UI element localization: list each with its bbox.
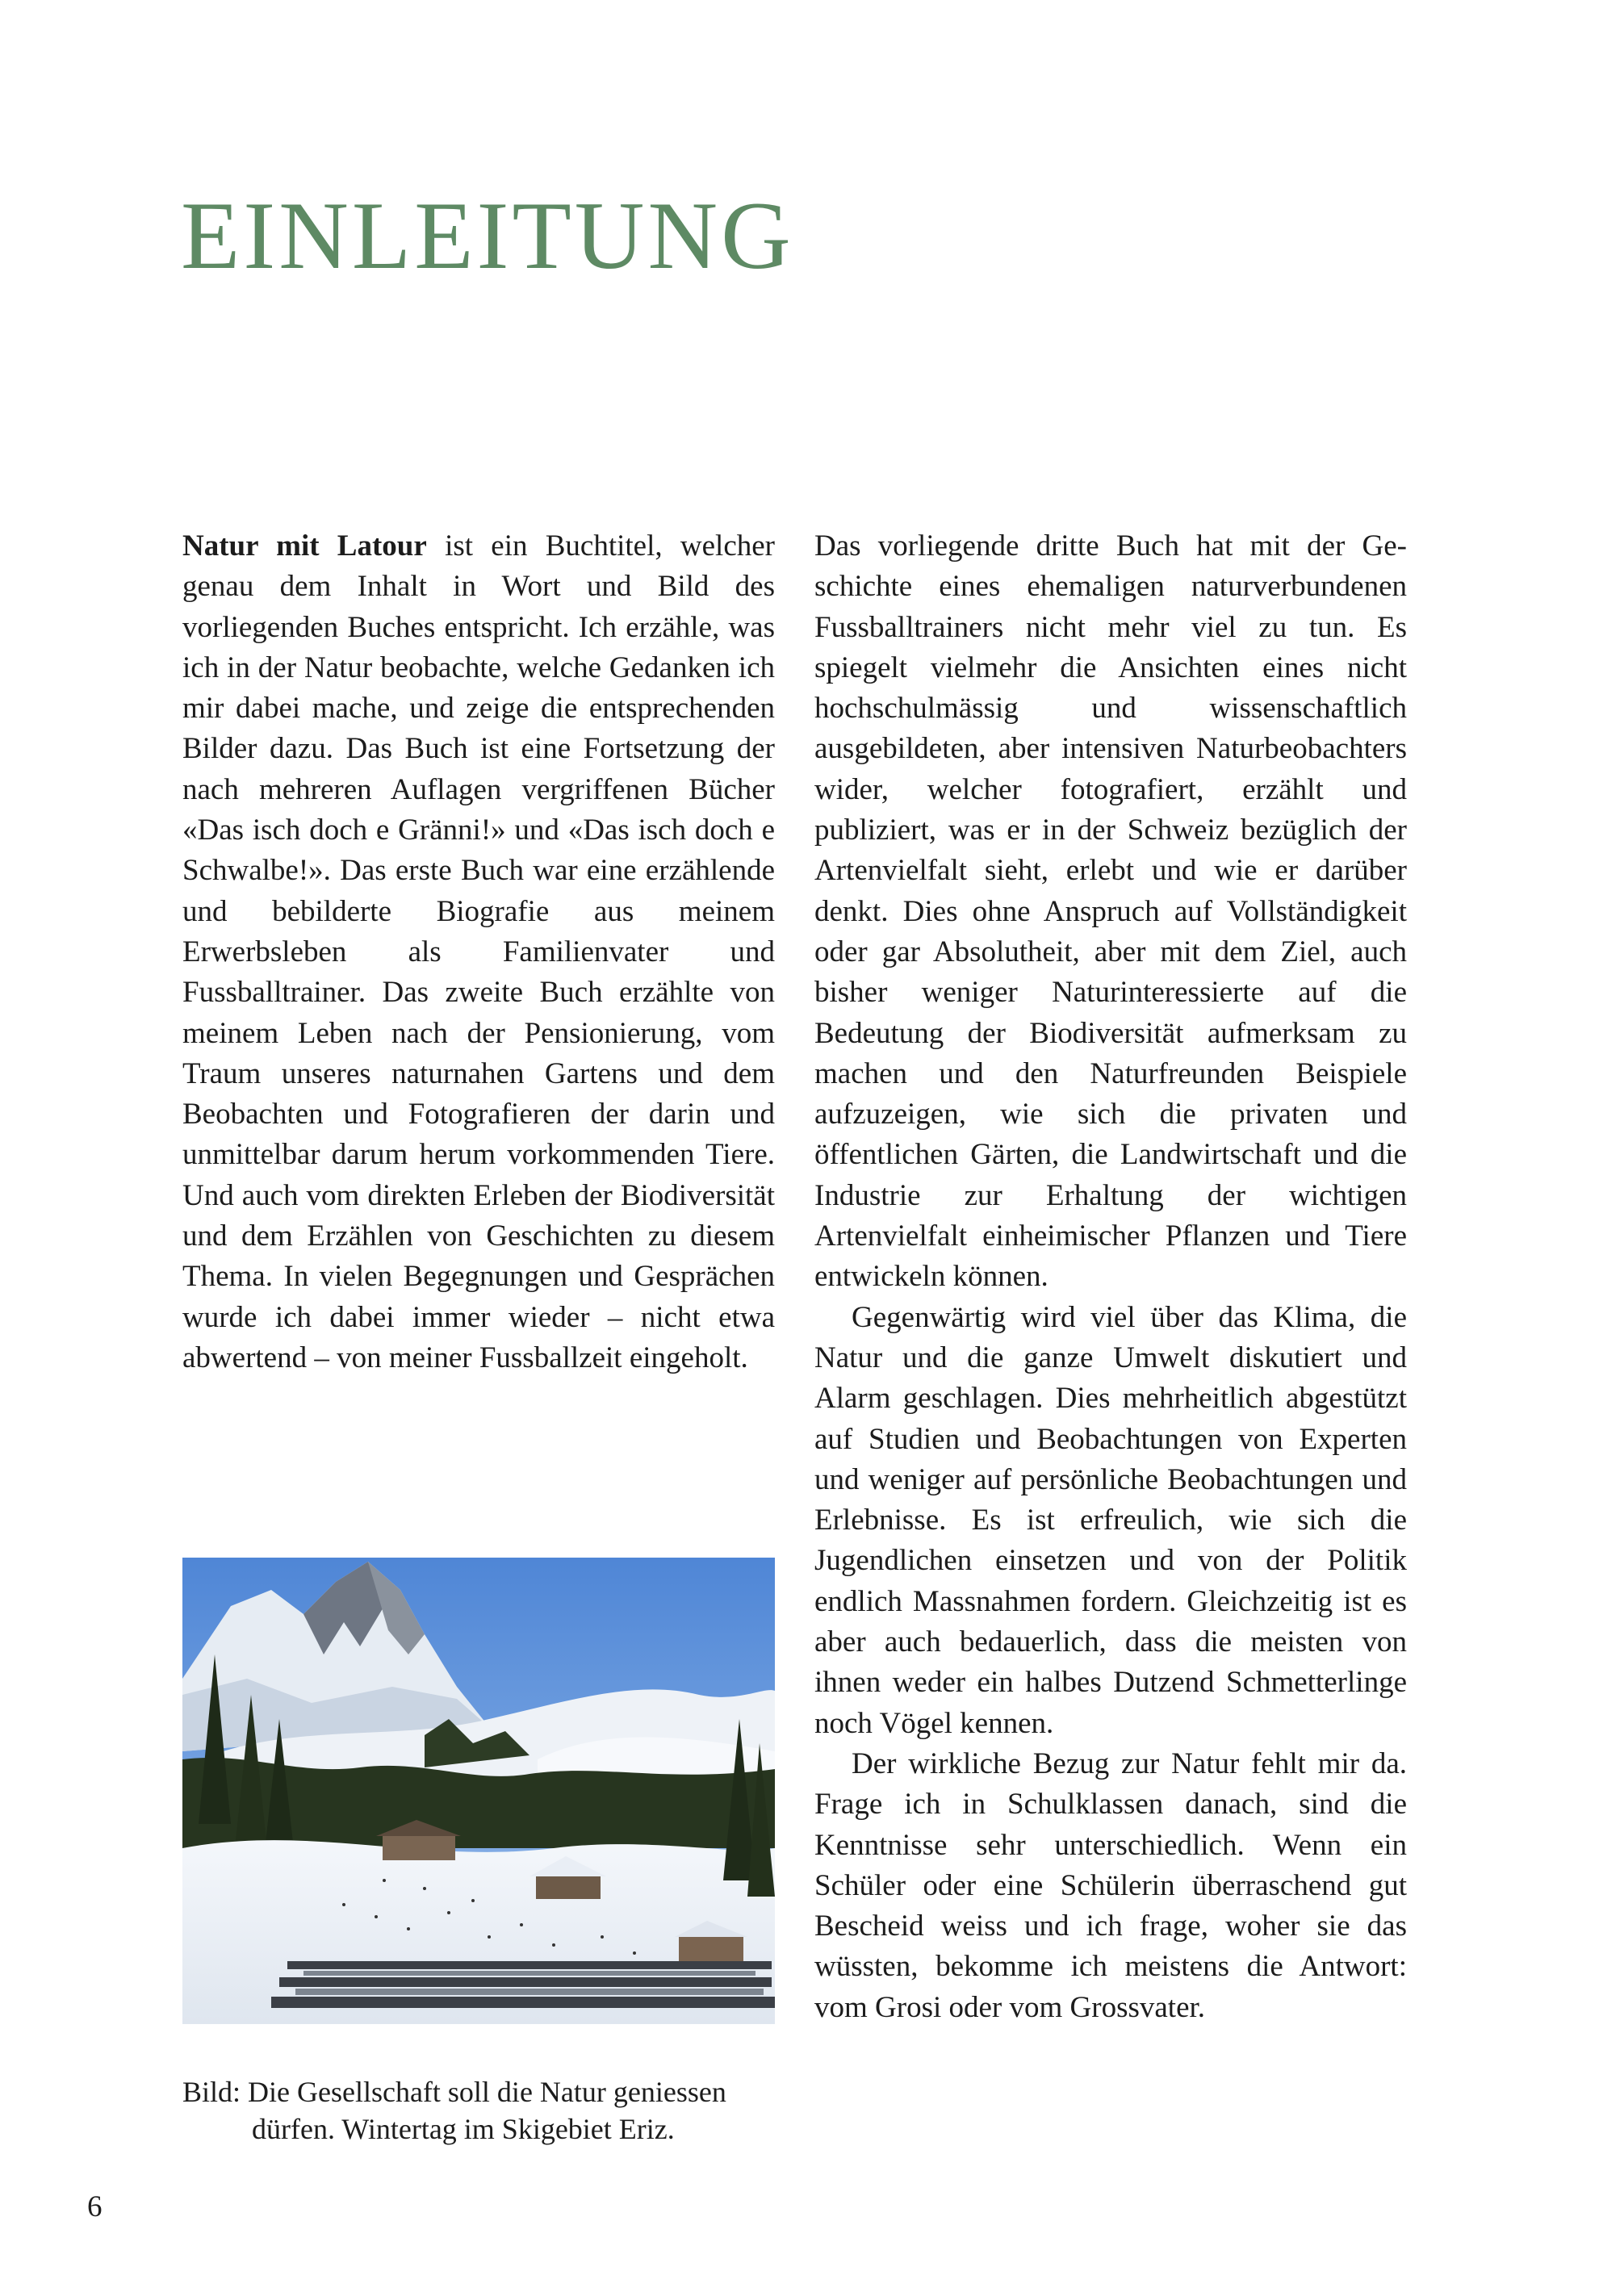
left-column (182, 526, 775, 1378)
right-column (814, 526, 1407, 2028)
paragraph-3: Der wirkliche Bezug zur Natur fehlt mir da. Frage ich in Schulklassen danach, sind die Kenntnisse sehr unterschiedlich. Wenn ein Schüler oder eine Schülerin überraschend gut Bescheid weiss und ich frage, woher sie das wüssten, bekomme ich meistens die Antwort: vom Grosi oder vom Grossvater. (814, 1746, 1407, 2024)
ski-area-photo (182, 1558, 775, 2024)
paragraph-2: Gegenwärtig wird viel über das Klima, die Natur und die ganze Umwelt diskutiert und Alarm geschlagen. Dies mehrheitlich abgestützt auf Studien und Beobachtungen von Experten und weniger auf persönliche Beobachtungen und Erlebnisse. Es ist erfreulich, wie sich die Jugendlichen einsetzen und von der Politik endlich Massnahmen fordern. Gleichzeitig ist es aber auch bedauerlich, dass die meisten von ihnen weder ein halbes Dutzend Schmetterlinge noch Vögel kennen. (814, 1300, 1407, 1740)
intro-paragraph (182, 526, 775, 1378)
caption-line-2: dürfen. Wintertag im Skigebiet Eriz. (252, 2113, 675, 2145)
caption-line-1: Bild: Die Gesellschaft soll die Natur geniessen (182, 2076, 726, 2108)
photo-caption (182, 2073, 796, 2148)
intro-text: ist ein Buchtitel, welcher genau dem Inhalt in Wort und Bild des vorliegenden Buches entspricht. Ich erzähle, was ich in der Natur beobachte, welche Gedanken ich mir dabei mache, und zeige die entsprechenden Bilder dazu. Das Buch ist eine Fortsetzung der nach mehreren Auflagen vergriffenen Bücher «Das isch doch e Gränni!» und «Das isch doch e Schwalbe!». Das erste Buch war eine erzählende und bebilderte Biografie aus meinem Erwerbsleben als Familienvater und Fussballtrainer. Das zweite Buch erzählte von meinem Leben nach der Pensionierung, vom Traum unseres naturnahen Gartens und dem Beobachten und Fotografieren der darin und unmittelbar darum herum vorkommenden Tiere. Und auch vom direkten Erleben der Biodiversität und dem Erzählen von Geschichten zu diesem Thema. In vielen Begegnungen und Gesprächen wurde ich dabei immer wieder – nicht etwa abwertend – von meiner Fussballzeit eingeholt. (182, 529, 775, 1374)
paragraph-1: Das vorliegende dritte Buch hat mit der Geschichte eines ehemaligen naturverbundenen Fussballtrainers nicht mehr viel zu tun. Es spiegelt vielmehr die Ansichten eines nicht hochschulmässig und wissenschaftlich ausgebildeten, aber intensiven Naturbeobachters wider, welcher fotografiert, erzählt und publiziert, was er in der Schweiz bezüglich der Artenvielfalt sieht, erlebt und wie er darüber denkt. Dies ohne Anspruch auf Vollständigkeit oder gar Absolutheit, aber mit dem Ziel, auch bisher weniger Naturinteressierte auf die Bedeutung der Biodiversität aufmerksam zu machen und den Naturfreunden Beispiele aufzuzeigen, wie sich die privaten und öffentlichen Gärten, die Landwirtschaft und die Industrie zur Erhaltung der wichtigen Artenvielfalt einheimischer Pflanzen und Tiere entwickeln können. (814, 529, 1407, 1294)
page-number: 6 (87, 2190, 103, 2223)
book-title-lead: Natur mit Latour (182, 529, 427, 563)
chapter-title: EINLEITUNG (181, 182, 794, 289)
